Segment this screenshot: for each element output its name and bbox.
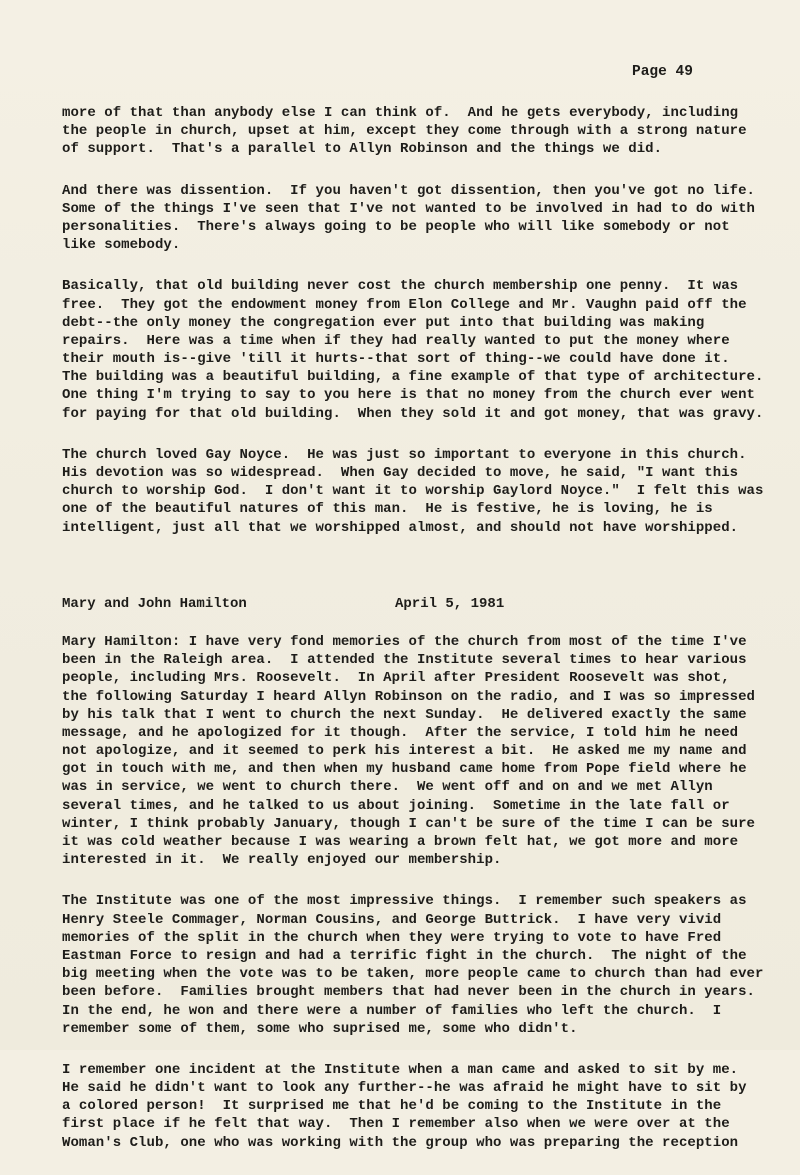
text-line: personalities. There's always going to be people who will like somebody or not: [62, 218, 730, 235]
text-line: One thing I'm trying to say to you here is that no money from the church ever went: [62, 387, 756, 404]
paragraph: [62, 1061, 752, 1152]
text-line: church to worship God. I don't want it to worship Gaylord Noyce." I felt this was: [62, 483, 764, 500]
text-line: the people in church, upset at him, except they come through with a strong nature: [62, 123, 747, 140]
text-line: the following Saturday I heard Allyn Robinson on the radio, and I was so impressed: [62, 688, 756, 705]
text-line: first place if he felt that way. Then I remember also when we were over at the: [62, 1116, 730, 1133]
text-line: not apologize, and it seemed to perk his interest a bit. He asked me my name and: [62, 743, 747, 760]
text-line: repairs. Here was a time when if they had really wanted to put the money where: [62, 332, 730, 349]
text-line: several times, and he talked to us about joining. Sometime in the late fall or: [62, 797, 730, 814]
text-line: In the end, he won and there were a number of families who left the church. I: [62, 1002, 722, 1019]
text-line: intelligent, just all that we worshipped almost, and should not have worshipped.: [62, 519, 739, 536]
text-line: by his talk that I went to church the next Sunday. He delivered exactly the same: [62, 706, 747, 723]
text-line: more of that than anybody else I can think of. And he gets everybody, including: [62, 105, 739, 121]
text-line: was in service, we went to church there. We went off and on and we met Allyn: [62, 779, 713, 796]
paragraph: [62, 182, 756, 255]
paragraph: [62, 892, 764, 1038]
interview-text-top: [62, 104, 764, 537]
text-line: message, and he apologized for it though. After the service, I told him he need: [62, 724, 739, 741]
document-body: [62, 104, 764, 1175]
page-number: Page 49: [632, 64, 693, 80]
text-line: Mary Hamilton: I have very fond memories of the church from most of the time I've: [62, 633, 747, 650]
text-line: Some of the things I've seen that I've not wanted to be involved in had to do with: [62, 200, 756, 217]
text-line: of support. That's a parallel to Allyn Robinson and the things we did.: [62, 141, 663, 158]
text-line: Henry Steele Commager, Norman Cousins, and George Buttrick. I have very vivid: [62, 911, 722, 928]
text-line: remember some of them, some who suprised me, some who didn't.: [62, 1020, 578, 1037]
paragraph: [62, 277, 764, 423]
text-line: a colored person! It surprised me that he'd be coming to the Institute in the: [62, 1098, 722, 1115]
text-line: big meeting when the vote was to be taken, more people came to church than had ever: [62, 966, 764, 983]
paragraph: [62, 633, 756, 869]
interviewee-names: Mary and John Hamilton: [62, 595, 247, 612]
text-line: for paying for that old building. When they sold it and got money, that was gravy.: [62, 405, 764, 422]
text-line: got in touch with me, and then when my husband came home from Pope field where he: [62, 761, 747, 778]
text-line: And there was dissention. If you haven't got dissention, then you've got no life.: [62, 182, 756, 199]
text-line: His devotion was so widespread. When Gay decided to move, he said, "I want this: [62, 465, 739, 481]
interview-text-bottom: [62, 633, 764, 1152]
text-line: interested in it. We really enjoyed our membership.: [62, 852, 502, 869]
text-line: He said he didn't want to look any further--he was afraid he might have to sit by: [62, 1080, 747, 1097]
text-line: I remember one incident at the Institute when a man came and asked to sit by me.: [62, 1061, 739, 1078]
text-line: Woman's Club, one who was working with the group who was preparing the reception: [62, 1134, 739, 1151]
text-line: Basically, that old building never cost the church membership one penny. It was: [62, 278, 739, 295]
text-line: winter, I think probably January, though I can't be sure of the time I can be sure: [62, 815, 756, 832]
text-line: it was cold weather because I was wearing a brown felt hat, we got more and more: [62, 834, 739, 850]
text-line: debt--the only money the congregation ever put into that building was making: [62, 314, 705, 331]
text-line: The church loved Gay Noyce. He was just so important to everyone in this church.: [62, 446, 747, 463]
paragraph: [62, 104, 752, 159]
text-line: their mouth is--give 'till it hurts--that sort of thing--we could have done it.: [62, 351, 730, 368]
interview-date: April 5, 1981: [395, 595, 505, 612]
text-line: like somebody.: [62, 237, 181, 254]
text-line: been before. Families brought members that had never been in the church in years.: [62, 984, 756, 1001]
text-line: memories of the split in the church when they were trying to vote to have Fred: [62, 929, 722, 946]
text-line: people, including Mrs. Roosevelt. In April after President Roosevelt was shot,: [62, 670, 730, 687]
text-line: The Institute was one of the most impressive things. I remember such speakers as: [62, 893, 747, 910]
text-line: free. They got the endowment money from Elon College and Mr. Vaughn paid off the: [62, 296, 747, 313]
text-line: been in the Raleigh area. I attended the Institute several times to hear various: [62, 652, 747, 669]
interview-heading: [62, 595, 752, 613]
text-line: Eastman Force to resign and had a terrific fight in the church. The night of the: [62, 947, 747, 964]
text-line: The building was a beautiful building, a fine example of that type of architecture.: [62, 369, 764, 386]
text-line: one of the beautiful natures of this man. He is festive, he is loving, he is: [62, 501, 713, 518]
paragraph: [62, 446, 764, 537]
